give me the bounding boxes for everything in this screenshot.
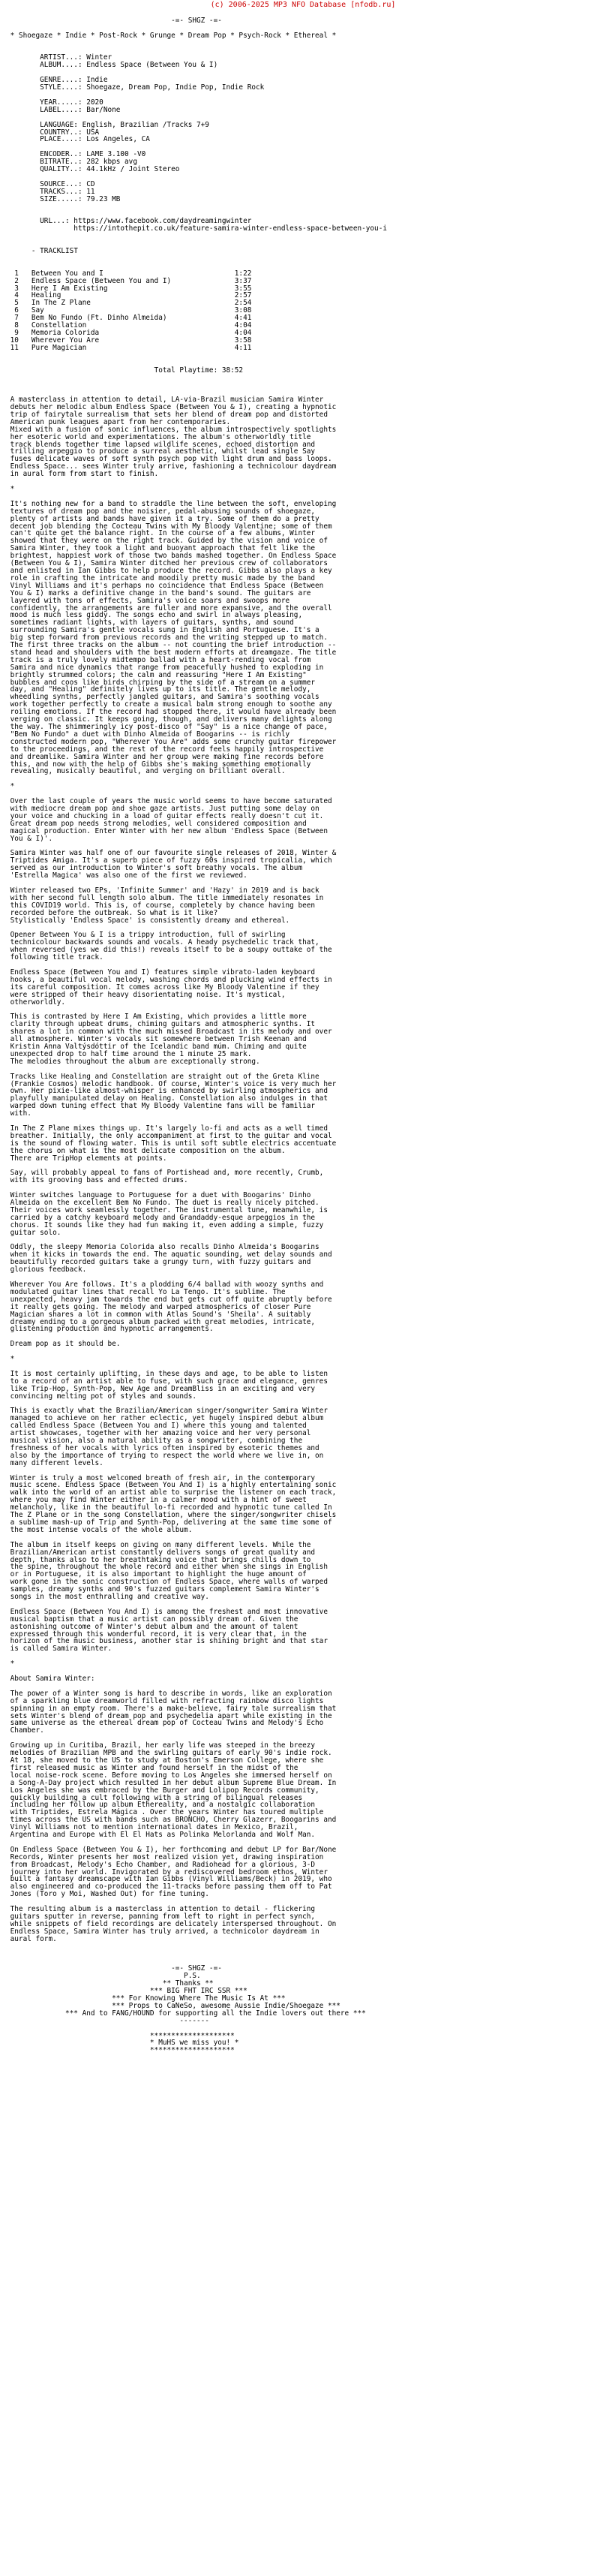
- nfo-line: The melodies throughout the album are exceptionally strong.: [6, 1057, 260, 1066]
- nfo-line: work gone in the sonic construction of Endless Space, where walls of warped: [6, 1578, 328, 1587]
- nfo-line: is called Samira Winter.: [6, 1645, 112, 1654]
- nfo-line: Triptides Amiga. It's a superb piece of fuzzy 60s inspired tropicalia, which: [6, 856, 332, 865]
- nfo-line: "Bem No Fundo" a duet with Dinho Almeida of Boogarins -- is richly: [6, 730, 290, 739]
- nfo-line: LANGUAGE: English, Brazilian /Tracks 7+9: [6, 120, 209, 129]
- nfo-line: with her second full length solo album. The title immediately resonates in: [6, 893, 324, 902]
- nfo-line: walk into the world of an artist able to surprise the listener on each track,: [6, 1488, 337, 1497]
- nfo-line: surrounding Samira's gentle vocals sung in English and Portuguese. It's a: [6, 626, 320, 635]
- nfo-line: Opener Between You & I is a trippy introduction, full of swirling: [6, 931, 286, 940]
- nfo-line: Vinyl Williams and it's perhaps no coincidence that Endless Space (Between: [6, 581, 324, 590]
- nfo-line: its careful composition. It comes across like My Bloody Valentine if they: [6, 983, 320, 992]
- nfo-line: where you may find Winter either in a calmer mood with a hint of sweet: [6, 1496, 307, 1505]
- nfo-line: aural form.: [6, 1934, 57, 1943]
- nfo-line: Endless Space... sees Winter truly arrive, fashioning a technicolour daydream: [6, 462, 337, 471]
- nfo-line: when reversed (yes we did this!) reveals itself to be a soupy outtake of the: [6, 946, 332, 955]
- nfo-line: of a sparkling blue dreamworld filled with refracting rainbow disco lights: [6, 1696, 324, 1705]
- nfo-line: or in Portuguese, it is also important to highlight the huge amount of: [6, 1570, 307, 1579]
- nfo-line: Magician shares a lot in common with Atlas Sound's 'Sheila'. A suitably: [6, 1310, 311, 1319]
- nfo-line: the chorus on what is the most delicate composition on the album.: [6, 1146, 286, 1155]
- nfo-line: The power of a Winter song is hard to describe in words, like an exploration: [6, 1689, 332, 1698]
- nfo-line: and enlisted in Ian Gibbs to help produce the record. Gibbs also plays a key: [6, 566, 332, 575]
- nfo-line: *** For Knowing Where The Music Is At ***: [6, 1994, 286, 2003]
- nfo-line: Their voices work seamlessly together. The instrumental tune, meanwhile, is: [6, 1205, 328, 1214]
- nfo-line: P.S.: [6, 1972, 201, 1981]
- nfo-line: Records, Winter presents her most realized vision yet, drawing inspiration: [6, 1852, 324, 1861]
- nfo-line: her esoteric world and experimentations. The album's otherworldly title: [6, 432, 311, 441]
- nfo-line: chorus. It sounds like they had fun making it, even adding a simple, fuzzy: [6, 1220, 324, 1229]
- nfo-line: *** And to FANG/HOUND for supporting all the Indie lovers out there ***: [6, 2009, 366, 2018]
- nfo-line: Tracks like Healing and Constellation are straight out of the Greta Kline: [6, 1072, 320, 1081]
- nfo-line: It's nothing new for a band to straddle the line between the soft, enveloping: [6, 499, 337, 508]
- nfo-line: QUALITY..: 44.1kHz / Joint Stereo: [6, 165, 180, 174]
- nfo-line: quickly building a cult following with a string of bilingual releases: [6, 1793, 303, 1802]
- nfo-line: Stylistically 'Endless Space' is consistently dreamy and ethereal.: [6, 916, 290, 925]
- nfo-line: *** BIG FHT IRC SSR ***: [6, 1987, 248, 1996]
- nfo-line: managed to achieve on her rather eclectic, yet hugely inspired debut album: [6, 1414, 324, 1423]
- nfo-line: when it kicks in towards the end. The aquatic sounding, wet delay sounds and: [6, 1250, 332, 1259]
- nfo-line: Great dream pop needs strong melodies, well considered composition and: [6, 819, 307, 828]
- nfo-line: ALBUM....: Endless Space (Between You & I): [6, 61, 218, 70]
- nfo-line: Total Playtime: 38:52: [6, 366, 244, 375]
- nfo-line: 2 Endless Space (Between You and I) 3:37: [6, 276, 252, 285]
- nfo-line: You & I) marks a definitive change in the band's sound. The guitars are: [6, 588, 311, 597]
- nfo-line: dreamy ending to a gorgeous album packed with great melodies, intricate,: [6, 1317, 316, 1326]
- nfo-line: The album in itself keeps on giving on many different levels. While the: [6, 1540, 311, 1549]
- nfo-line: own. Her pixie-like almost-whisper is enhanced by swirling atmospherics and: [6, 1087, 328, 1096]
- nfo-line: American punk leagues apart from her contemporaries.: [6, 417, 231, 426]
- nfo-line: roiling emotions. If the record had stopped there, it would have already been: [6, 708, 337, 717]
- nfo-line: carried by a catchy keyboard melody and Grandaddy-esque arpeggios in the: [6, 1213, 316, 1222]
- nfo-line: journey into her world. Invigorated by a rediscovered bedroom ethos, Winter: [6, 1867, 328, 1876]
- nfo-line: trilling arpeggio to produce a surreal aesthetic, whilst lead single Say: [6, 447, 316, 456]
- nfo-line: *** Props to CaNeSo, awesome Aussie Indie/Shoegaze ***: [6, 2001, 340, 2010]
- nfo-line: astonishing outcome of Winter's debut album and the amount of talent: [6, 1622, 298, 1631]
- nfo-line: Endless Space, Samira Winter has truly arrived, a technicolor daydream in: [6, 1927, 320, 1936]
- nfo-line: times across the US with bands such as BRONCHO, Cherry Glazerr, Boogarins and: [6, 1816, 337, 1825]
- nfo-line: same universe as the ethereal dream pop of Cocteau Twins and Melody's Echo: [6, 1719, 324, 1728]
- nfo-line: You & I)'.: [6, 834, 53, 843]
- nfo-line: called Endless Space (Between You and I) where this young and talented: [6, 1422, 307, 1431]
- nfo-line: The Z Plane or in the song Constellation, where the singer/songwriter chisels: [6, 1511, 337, 1520]
- nfo-line: like Trip-Hop, Synth-Pop, New Age and DreamBliss in an exciting and very: [6, 1384, 316, 1393]
- nfo-line: magical production. Enter Winter with her new album 'Endless Space (Between: [6, 826, 328, 835]
- nfo-line: In The Z Plane mixes things up. It's largely lo-fi and acts as a well timed: [6, 1124, 328, 1133]
- nfo-line: in aural form from start to finish.: [6, 470, 159, 479]
- nfo-line: glistening production and hypnotic arrangements.: [6, 1325, 214, 1334]
- nfo-line: The first three tracks on the album -- not counting the brief introduction --: [6, 641, 337, 650]
- nfo-line: Kristin Anna Valtýsdóttir of the Icelandic band múm. Chiming and quite: [6, 1042, 307, 1051]
- nfo-line: Samira Winter was half one of our favourite single releases of 2018, Winter &: [6, 849, 337, 858]
- nfo-line: spinning in an empty room. There's a make-believe, fairy tale surrealism that: [6, 1704, 337, 1713]
- nfo-line: unexpected, heavy jam towards the end but gets cut off quite abruptly before: [6, 1295, 332, 1304]
- nfo-line: *: [6, 485, 15, 493]
- nfo-line: * Shoegaze * Indie * Post-Rock * Grunge * Dream Pop * Psych-Rock * Ethereal *: [6, 31, 337, 40]
- nfo-line: Winter released two EPs, 'Infinite Summer' and 'Hazy' in 2019 and is back: [6, 886, 320, 895]
- nfo-line: many different levels.: [6, 1458, 104, 1467]
- nfo-line: ********************: [6, 2046, 235, 2055]
- nfo-line: This is exactly what the Brazilian/American singer/songwriter Samira Winter: [6, 1407, 328, 1416]
- nfo-line: 8 Constellation 4:04: [6, 321, 252, 330]
- nfo-line: SIZE.....: 79.23 MB: [6, 194, 121, 203]
- nfo-line: expressed through this wonderful record, it is very clear that, in the: [6, 1630, 307, 1639]
- nfo-line: local noise-rock scene. Before moving to Los Angeles she immersed herself on: [6, 1771, 332, 1780]
- nfo-line: constructed modern pop, "Wherever You Are" adds some crunchy guitar firepower: [6, 737, 337, 746]
- nfo-line: Winter switches language to Portuguese for a duet with Boogarins' Dinho: [6, 1191, 311, 1200]
- nfo-line: Almeida on the excellent Bem No Fundo. The duet is really nicely pitched.: [6, 1199, 320, 1207]
- nfo-line: 9 Memoria Colorida 4:04: [6, 328, 252, 337]
- nfo-line: It is most certainly uplifting, in these days and age, to be able to listen: [6, 1369, 328, 1378]
- nfo-line: YEAR.....: 2020: [6, 98, 104, 107]
- nfo-line: fuses delicate waves of soft synth psych pop with light drum and bass loops.: [6, 455, 332, 464]
- nfo-line: playfully manipulated delay on Healing. Constellation also indulges in that: [6, 1094, 328, 1103]
- nfo-line: depth, thanks also to her breathtaking voice that brings chills down to: [6, 1555, 311, 1564]
- nfo-line: On Endless Space (Between You & I), her forthcoming and debut LP for Bar/None: [6, 1845, 337, 1854]
- nfo-line: following title track.: [6, 953, 104, 962]
- nfo-line: verging on classic. It keeps going, though, and delivers many delights along: [6, 715, 332, 724]
- nfo-line: and dreamlike. Samira Winter and her group were making fine records before: [6, 752, 324, 761]
- nfo-line: The resulting album is a masterclass in attention to detail - flickering: [6, 1905, 316, 1914]
- nfo-line: this, and now with the help of Gibbs she's making something emotionally: [6, 760, 311, 769]
- nfo-line: brightest, happiest work of those two bands mashed together. On Endless Space: [6, 552, 337, 561]
- nfo-line: breather. Initially, the only accompaniment at first to the guitar and vocal: [6, 1131, 332, 1140]
- nfo-line: confidently, the arrangements are fuller and more expansive, and the overall: [6, 603, 332, 612]
- nfo-line: Dream pop as it should be.: [6, 1340, 121, 1349]
- nfo-line: melodies of Brazilian MPB and the swirling guitars of early 90's indie rock.: [6, 1749, 332, 1758]
- nfo-line: Vinyl Williams not to mention international dates in Mexico, Brazil,: [6, 1823, 298, 1832]
- nfo-line: textures of dream pop and the noisier, pedal-abusing sounds of shoegaze,: [6, 507, 316, 516]
- nfo-line: 1 Between You and I 1:22: [6, 269, 252, 278]
- nfo-line: ********************: [6, 2031, 235, 2040]
- nfo-line: warped down tuning effect that My Bloody Valentine fans will be familiar: [6, 1102, 316, 1111]
- nfo-line: trip of fairytale surrealism that sets her blend of dream pop and distorted: [6, 410, 328, 419]
- nfo-line: Brazilian/American artist constantly delivers songs of great quality and: [6, 1548, 316, 1557]
- nfo-line: Samira Winter, they took a light and buoyant approach that felt like the: [6, 544, 316, 553]
- nfo-line: Chamber.: [6, 1726, 44, 1735]
- nfo-line: is the sound of flowing water. This is until soft subtle electrics accentuate: [6, 1139, 337, 1148]
- nfo-line: artist showcases, together with her amazing voice and her very personal: [6, 1429, 311, 1438]
- nfo-line: with Triptides, Estrela Mágica . Over the years Winter has toured multiple: [6, 1808, 324, 1817]
- nfo-line: *: [6, 1355, 15, 1364]
- nfo-line: hooks, a beautiful vocal melody, washing chords and plucking wind effects in: [6, 975, 332, 984]
- nfo-line: samples, dreamy synths and 90's fuzzed guitars complement Samira Winter's: [6, 1585, 320, 1594]
- nfo-line: horizon of the music business, another star is shining bright and that star: [6, 1637, 328, 1646]
- nfo-line: unexpected drop to half time around the 1 minute 25 mark.: [6, 1049, 252, 1058]
- nfo-line: Argentina and Europe with El El Hats as Polinka Melorlanda and Wolf Man.: [6, 1831, 316, 1840]
- copyright-header: (c) 2006-2025 MP3 NFO Database [nfodb.ru]: [210, 1, 396, 9]
- nfo-line: showed that they were on the right track. Guided by the vision and voice of: [6, 537, 328, 546]
- nfo-line: -=- SHGZ -=-: [6, 1964, 222, 1973]
- nfo-line: COUNTRY..: USA: [6, 128, 100, 137]
- nfo-line: musical vision, also a natural ability as a songwriter, combining the: [6, 1437, 303, 1445]
- nfo-line: About Samira Winter:: [6, 1675, 95, 1683]
- nfo-line: At 18, she moved to the US to study at Boston's Emerson College, where she: [6, 1756, 324, 1765]
- nfo-line: brightly strummed colors; the calm and reassuring "Here I Am Existing": [6, 670, 307, 679]
- nfo-line: also by the importance of trying to respect the world where we live in, on: [6, 1451, 324, 1460]
- nfo-line: this COVID19 world. This is, of course, completely by chance having been: [6, 901, 316, 910]
- nfo-line: 'Estrella Magica' was also one of the first we reviewed.: [6, 871, 248, 880]
- nfo-line: 5 In The Z Plane 2:54: [6, 299, 252, 308]
- nfo-line: sometimes radiant lights, with layers of guitars, synths, and sound: [6, 618, 294, 627]
- nfo-line: shares a lot in common with the much missed Broadcast in its melody and over: [6, 1028, 332, 1037]
- nfo-line: can't quite get the balance right. In the course of a few albums, Winter: [6, 529, 316, 538]
- nfo-line: music scene. Endless Space (Between You And I) is a highly entertaining sonic: [6, 1481, 337, 1490]
- nfo-line: -------: [6, 2016, 209, 2025]
- nfo-line: convincing melting pot of styles and sounds.: [6, 1392, 196, 1401]
- nfo-line: first released music as Winter and found herself in the midst of the: [6, 1763, 298, 1772]
- nfo-text: [0, 10, 606, 2062]
- nfo-line: URL...: https://www.facebook.com/daydreamingwinter: [6, 217, 252, 226]
- nfo-line: Samira and nice dynamics that range from peacefully hushed to exploding in: [6, 663, 324, 672]
- nfo-line: track blends together time lapsed wildlife scenes, echoed distortion and: [6, 440, 316, 449]
- nfo-line: while snippets of field recordings are delicately interspersed throughout. On: [6, 1919, 337, 1928]
- nfo-line: clarity through upbeat drums, chiming guitars and atmospheric synths. It: [6, 1020, 316, 1029]
- nfo-line: ENCODER..: LAME 3.100 -V0: [6, 150, 146, 159]
- nfo-line: ** Thanks **: [6, 1979, 214, 1988]
- nfo-line: This is contrasted by Here I Am Existing, which provides a little more: [6, 1013, 307, 1022]
- nfo-line: it really gets going. The melody and warped atmospherics of closer Pure: [6, 1302, 311, 1311]
- nfo-line: 7 Bem No Fundo (Ft. Dinho Almeida) 4:41: [6, 314, 252, 323]
- nfo-line: -=- SHGZ -=-: [6, 16, 222, 25]
- nfo-line: role in crafting the intricate and moodily pretty music made by the band: [6, 573, 316, 582]
- nfo-line: Endless Space (Between You and I) features simple vibrato-laden keyboard: [6, 968, 316, 977]
- nfo-line: modulated guitar lines that recall Yo La Tengo. It's sublime. The: [6, 1287, 286, 1296]
- nfo-line: STYLE....: Shoegaze, Dream Pop, Indie Pop, Indie Rock: [6, 83, 265, 92]
- nfo-line: (Between You & I), Samira Winter ditched her previous crew of collaborators: [6, 559, 328, 568]
- nfo-line: musical baptism that a music artist can possibly dream of. Given the: [6, 1615, 298, 1624]
- nfo-line: 10 Wherever You Are 3:58: [6, 336, 252, 345]
- nfo-line: ARTIST...: Winter: [6, 53, 112, 62]
- nfo-line: debuts her melodic album Endless Space (Between You & I), creating a hypnotic: [6, 403, 337, 412]
- nfo-line: Jones (Toro y Moi, Washed Out) for fine tuning.: [6, 1890, 209, 1899]
- nfo-line: * MuHS we miss you! *: [6, 2039, 239, 2048]
- nfo-line: (Frankie Cosmos) melodic handbook. Of course, Winter's voice is very much her: [6, 1079, 337, 1088]
- nfo-line: Mixed with a fusion of sonic influences, the album introspectively spotlights: [6, 425, 337, 434]
- nfo-line: also engineered and co-produced the 11-tracks before passing them off to Pat: [6, 1882, 332, 1891]
- nfo-line: A masterclass in attention to detail, LA-via-Brazil musician Samira Winter: [6, 396, 324, 405]
- nfo-line: BITRATE..: 282 kbps avg: [6, 158, 137, 167]
- nfo-line: to a record of an artist able to fuse, with such grace and elegance, genres: [6, 1377, 328, 1386]
- nfo-line: a Song-A-Day project which resulted in her debut album Supreme Blue Dream. In: [6, 1778, 337, 1787]
- nfo-line: including her follow up album Ethereality, and a nostalgic collaboration: [6, 1801, 316, 1810]
- nfo-line: track is a truly lovely midtempo ballad with a heart-rending vocal from: [6, 655, 311, 664]
- nfo-line: wheedling synths, perfectly jangled guitars, and Samira's soothing vocals: [6, 693, 320, 702]
- nfo-line: with mediocre dream pop and shoe gaze artists. Just putting some delay on: [6, 804, 320, 813]
- nfo-line: plenty of artists and bands have given it a try. Some of them do a pretty: [6, 514, 320, 523]
- nfo-line: recorded before the outbreak. So what is it like?: [6, 908, 218, 917]
- nfo-line: stand head and shoulders with the best modern efforts at dreamgaze. The title: [6, 648, 337, 657]
- nfo-line: beautifully recorded guitars take a grungy turn, with fuzzy guitars and: [6, 1258, 311, 1267]
- nfo-line: the most intense vocals of the whole album.: [6, 1525, 193, 1534]
- nfo-line: work together perfectly to create a musical balm strong enough to soothe any: [6, 700, 332, 709]
- nfo-line: https://intothepit.co.uk/feature-samira-winter-endless-space-between-you-i: [6, 224, 387, 233]
- nfo-line: your voice and chucking in a load of guitar effects really doesn't cut it.: [6, 811, 324, 820]
- nfo-line: with its grooving bass and effected drums.: [6, 1176, 188, 1185]
- nfo-line: the way. The shimmeringly icy post-disco of "Say" is a nice change of pace,: [6, 723, 328, 731]
- nfo-line: Winter is truly a most welcomed breath of fresh air, in the contemporary: [6, 1473, 316, 1482]
- nfo-line: big step forward from previous records and the writing stepped up to match.: [6, 633, 328, 642]
- nfo-line: Say, will probably appeal to fans of Portishead and, more recently, Crumb,: [6, 1169, 324, 1178]
- nfo-line: TRACKS...: 11: [6, 187, 95, 196]
- nfo-line: *: [6, 1660, 15, 1669]
- nfo-line: with.: [6, 1109, 32, 1118]
- nfo-line: layered with tons of effects, Samira's voice soars and swoops more: [6, 596, 290, 605]
- nfo-line: songs in the most enthralling and creative way.: [6, 1593, 209, 1602]
- nfo-line: built a fantasy dreamscape with Ian Gibbs (Vinyl Williams/Beck) in 2019, who: [6, 1875, 332, 1884]
- nfo-line: a sublime mash-up of Trip and Synth-Pop, delivering at the same time some of: [6, 1518, 332, 1527]
- nfo-line: LABEL....: Bar/None: [6, 105, 121, 114]
- nfo-line: 6 Say 3:08: [6, 306, 252, 315]
- nfo-line: Wherever You Are follows. It's a plodding 6/4 ballad with woozy synths and: [6, 1280, 324, 1289]
- nfo-line: otherworldly.: [6, 998, 66, 1007]
- nfo-line: from Broadcast, Melody's Echo Chamber, and Radiohead for a glorious, 3-D: [6, 1860, 316, 1869]
- nfo-line: glorious feedback.: [6, 1265, 87, 1274]
- nfo-line: day, and "Healing" definitely lives up to its title. The gentle melody,: [6, 685, 311, 694]
- nfo-line: 3 Here I Am Existing 3:55: [6, 284, 252, 293]
- nfo-line: melancholy, like in the beautiful lo-fi recorded and hypnotic tune called In: [6, 1503, 332, 1512]
- nfo-line: decent job blending the Cocteau Twins with My Bloody Valentine; some of them: [6, 522, 332, 531]
- nfo-line: - TRACKLIST: [6, 247, 78, 255]
- nfo-line: revealing, musically beautiful, and verging on brilliant overall.: [6, 767, 286, 776]
- nfo-line: sets Winter's blend of dream pop and psychedelia apart while existing in the: [6, 1711, 332, 1720]
- nfo-line: Oddly, the sleepy Memoria Colorida also recalls Dinho Almeida's Boogarins: [6, 1243, 320, 1252]
- nfo-line: 11 Pure Magician 4:11: [6, 343, 252, 352]
- nfo-line: GENRE....: Indie: [6, 76, 108, 85]
- nfo-line: the spine, throughout the whole record and either when she sings in English: [6, 1563, 328, 1572]
- nfo-line: mood is much less giddy. The songs echo and swirl in always pleasing,: [6, 611, 303, 620]
- nfo-line: Growing up in Curitiba, Brazil, her early life was steeped in the breezy: [6, 1741, 316, 1750]
- nfo-line: PLACE....: Los Angeles, CA: [6, 135, 150, 144]
- nfo-line: to the proceedings, and the rest of the record feels happily introspective: [6, 745, 324, 754]
- nfo-line: served as our introduction to Winter's soft breathy vocals. The album: [6, 864, 303, 873]
- nfo-line: *: [6, 782, 15, 791]
- nfo-line: There are TripHop elements at points.: [6, 1154, 167, 1163]
- nfo-line: Endless Space (Between You And I) is among the freshest and most innovative: [6, 1607, 328, 1616]
- nfo-line: 4 Healing 2:57: [6, 291, 252, 300]
- nfo-line: guitars sputter in reverse, panning from left to right in perfect synch,: [6, 1912, 316, 1921]
- nfo-line: guitar solo.: [6, 1228, 62, 1237]
- nfo-line: bubbles and coos like birds chirping by the side of a stream on a summer: [6, 678, 316, 687]
- nfo-line: were stripped of their heavy disorientating noise. It's mystical,: [6, 990, 286, 999]
- nfo-line: freshness of her vocals with lyrics often inspired by esoteric themes and: [6, 1443, 320, 1452]
- nfo-line: technicolour backwards sounds and vocals. A heady psychedelic track that,: [6, 938, 320, 947]
- nfo-line: Los Angeles she was embraced by the Burger and Lolipop Records community,: [6, 1786, 320, 1795]
- nfo-line: SOURCE...: CD: [6, 179, 95, 188]
- nfo-line: Over the last couple of years the music world seems to have become saturated: [6, 797, 332, 806]
- nfo-line: all atmosphere. Winter's vocals sit somewhere between Trish Keenan and: [6, 1035, 307, 1044]
